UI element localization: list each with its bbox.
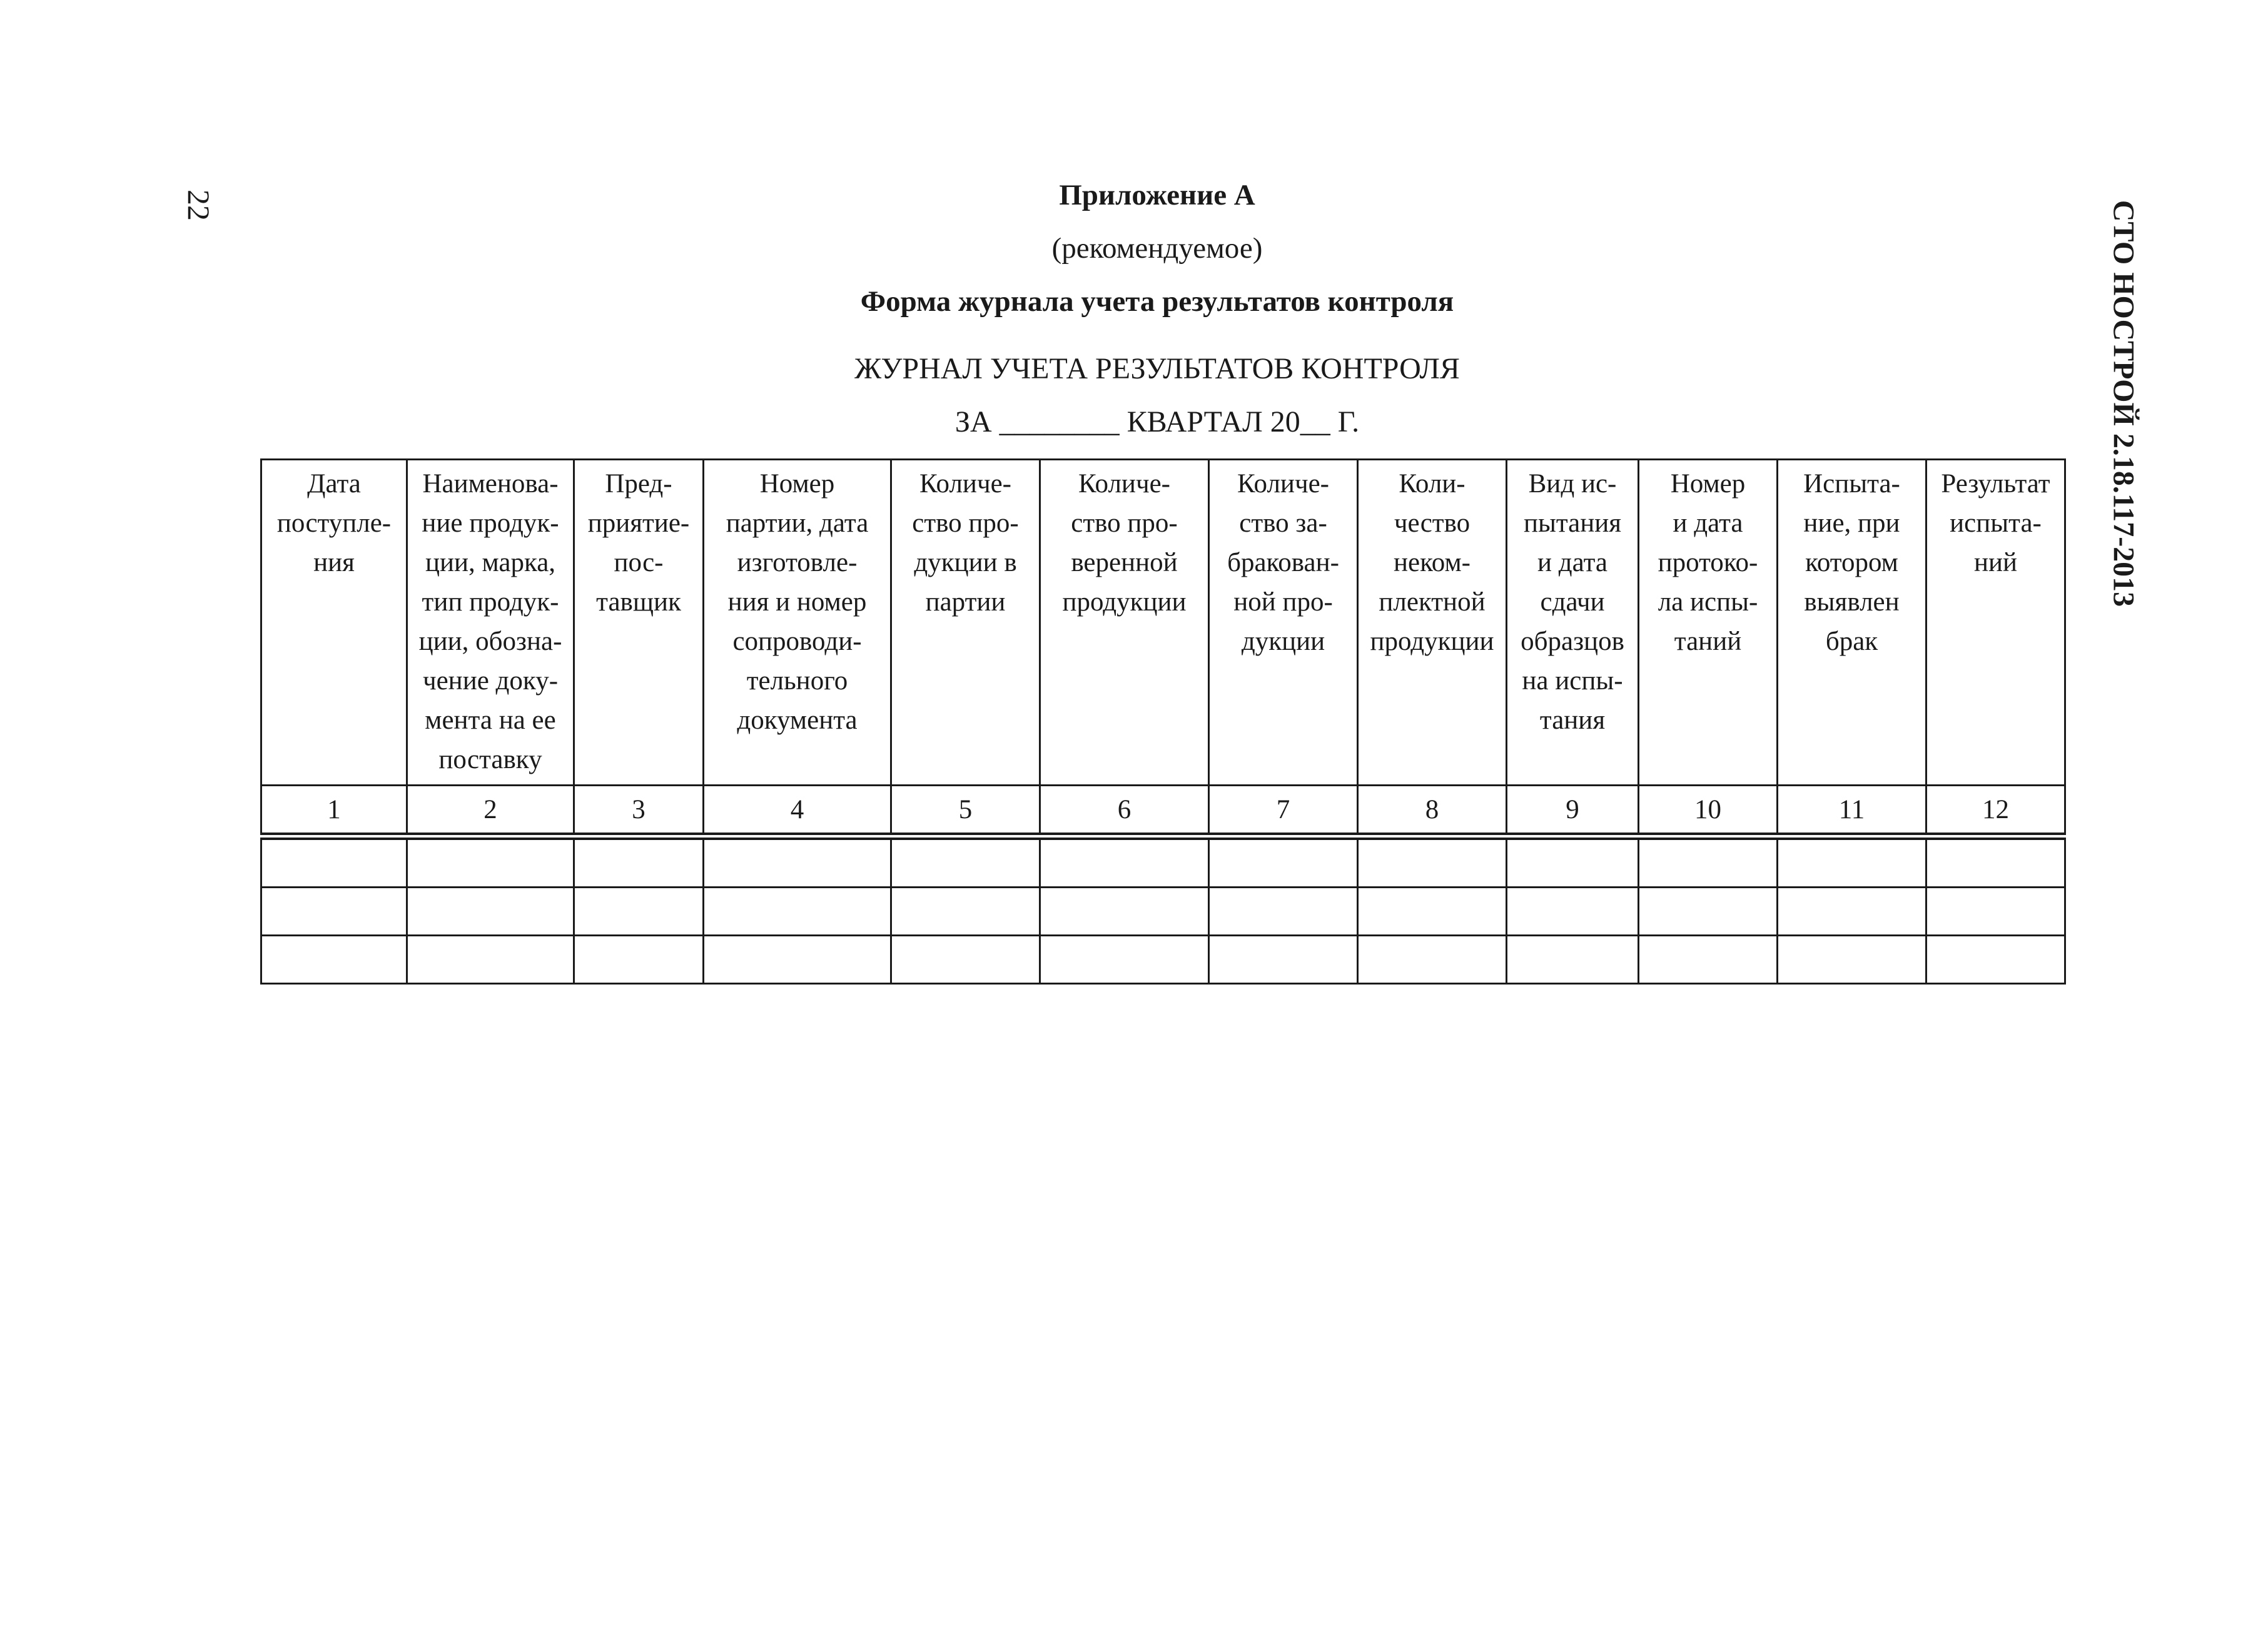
blank-cell	[1507, 888, 1639, 936]
blank-cell	[1209, 888, 1358, 936]
blank-cell	[574, 836, 704, 888]
blank-cell	[1639, 836, 1778, 888]
table-header-row	[261, 460, 2065, 786]
blank-cell	[1507, 836, 1639, 888]
blank-cell	[1639, 936, 1778, 984]
blank-cell	[407, 936, 574, 984]
quarter-line: ЗА ________ КВАРТАЛ 20__ Г.	[954, 405, 1360, 438]
column-header: Номер и дата протоко- ла испы- таний	[1639, 460, 1778, 786]
column-header: Номер партии, дата изготовле- ния и номер сопроводи- тельного документа	[704, 460, 891, 786]
blank-cell	[574, 888, 704, 936]
blank-cell	[1040, 936, 1209, 984]
page-number: 22	[181, 190, 216, 221]
blank-cell	[1926, 836, 2065, 888]
blank-cell	[1358, 936, 1507, 984]
blank-cell	[704, 936, 891, 984]
blank-cell	[891, 836, 1040, 888]
table-row	[261, 836, 2065, 888]
blank-cell	[1040, 888, 1209, 936]
column-number: 1	[261, 786, 407, 837]
blank-cell	[1926, 888, 2065, 936]
column-number: 3	[574, 786, 704, 837]
blank-cell	[1778, 836, 1926, 888]
column-number: 12	[1926, 786, 2065, 837]
journal-title: ЖУРНАЛ УЧЕТА РЕЗУЛЬТАТОВ КОНТРОЛЯ	[854, 352, 1460, 385]
journal-table	[260, 458, 2066, 985]
column-header: Дата поступле- ния	[261, 460, 407, 786]
column-header: Количе- ство про- дукции в партии	[891, 460, 1040, 786]
column-number: 10	[1639, 786, 1778, 837]
column-header: Наименова- ние продук- ции, марка, тип продук- ции, обозна- чение доку- мента на ее поставку	[407, 460, 574, 786]
blank-cell	[1209, 936, 1358, 984]
blank-cell	[1358, 836, 1507, 888]
column-number: 6	[1040, 786, 1209, 837]
blank-cell	[261, 836, 407, 888]
blank-cell	[704, 836, 891, 888]
blank-cell	[1639, 888, 1778, 936]
column-header: Пред- приятие- пос- тавщик	[574, 460, 704, 786]
form-title: Форма журнала учета результатов контроля	[860, 285, 1454, 318]
column-number: 5	[891, 786, 1040, 837]
blank-cell	[1507, 936, 1639, 984]
table-row	[261, 936, 2065, 984]
column-header: Коли- чество неком- плектной продукции	[1358, 460, 1507, 786]
blank-cell	[704, 888, 891, 936]
blank-cell	[574, 936, 704, 984]
appendix-heading: Приложение А	[1059, 179, 1255, 211]
blank-cell	[261, 888, 407, 936]
column-number: 9	[1507, 786, 1639, 837]
column-header: Количе- ство за- бракован- ной про- дукции	[1209, 460, 1358, 786]
document-code: СТО НОСТРОЙ 2.18.117-2013	[2107, 200, 2140, 607]
column-number: 11	[1778, 786, 1926, 837]
column-number-row	[261, 786, 2065, 837]
column-header: Испыта- ние, при котором выявлен брак	[1778, 460, 1926, 786]
blank-cell	[1926, 936, 2065, 984]
blank-cell	[1209, 836, 1358, 888]
column-number: 4	[704, 786, 891, 837]
blank-cell	[407, 836, 574, 888]
recommended-label: (рекомендуемое)	[1051, 232, 1263, 265]
column-number: 2	[407, 786, 574, 837]
column-header: Вид ис- пытания и дата сдачи образцов на испы- тания	[1507, 460, 1639, 786]
blank-cell	[261, 936, 407, 984]
blank-cell	[1358, 888, 1507, 936]
blank-cell	[891, 888, 1040, 936]
column-header: Результат испыта- ний	[1926, 460, 2065, 786]
blank-cell	[1778, 888, 1926, 936]
column-number: 7	[1209, 786, 1358, 837]
table-row	[261, 888, 2065, 936]
column-header: Количе- ство про- веренной продукции	[1040, 460, 1209, 786]
blank-cell	[407, 888, 574, 936]
blank-cell	[1040, 836, 1209, 888]
blank-cell	[891, 936, 1040, 984]
blank-cell	[1778, 936, 1926, 984]
column-number: 8	[1358, 786, 1507, 837]
